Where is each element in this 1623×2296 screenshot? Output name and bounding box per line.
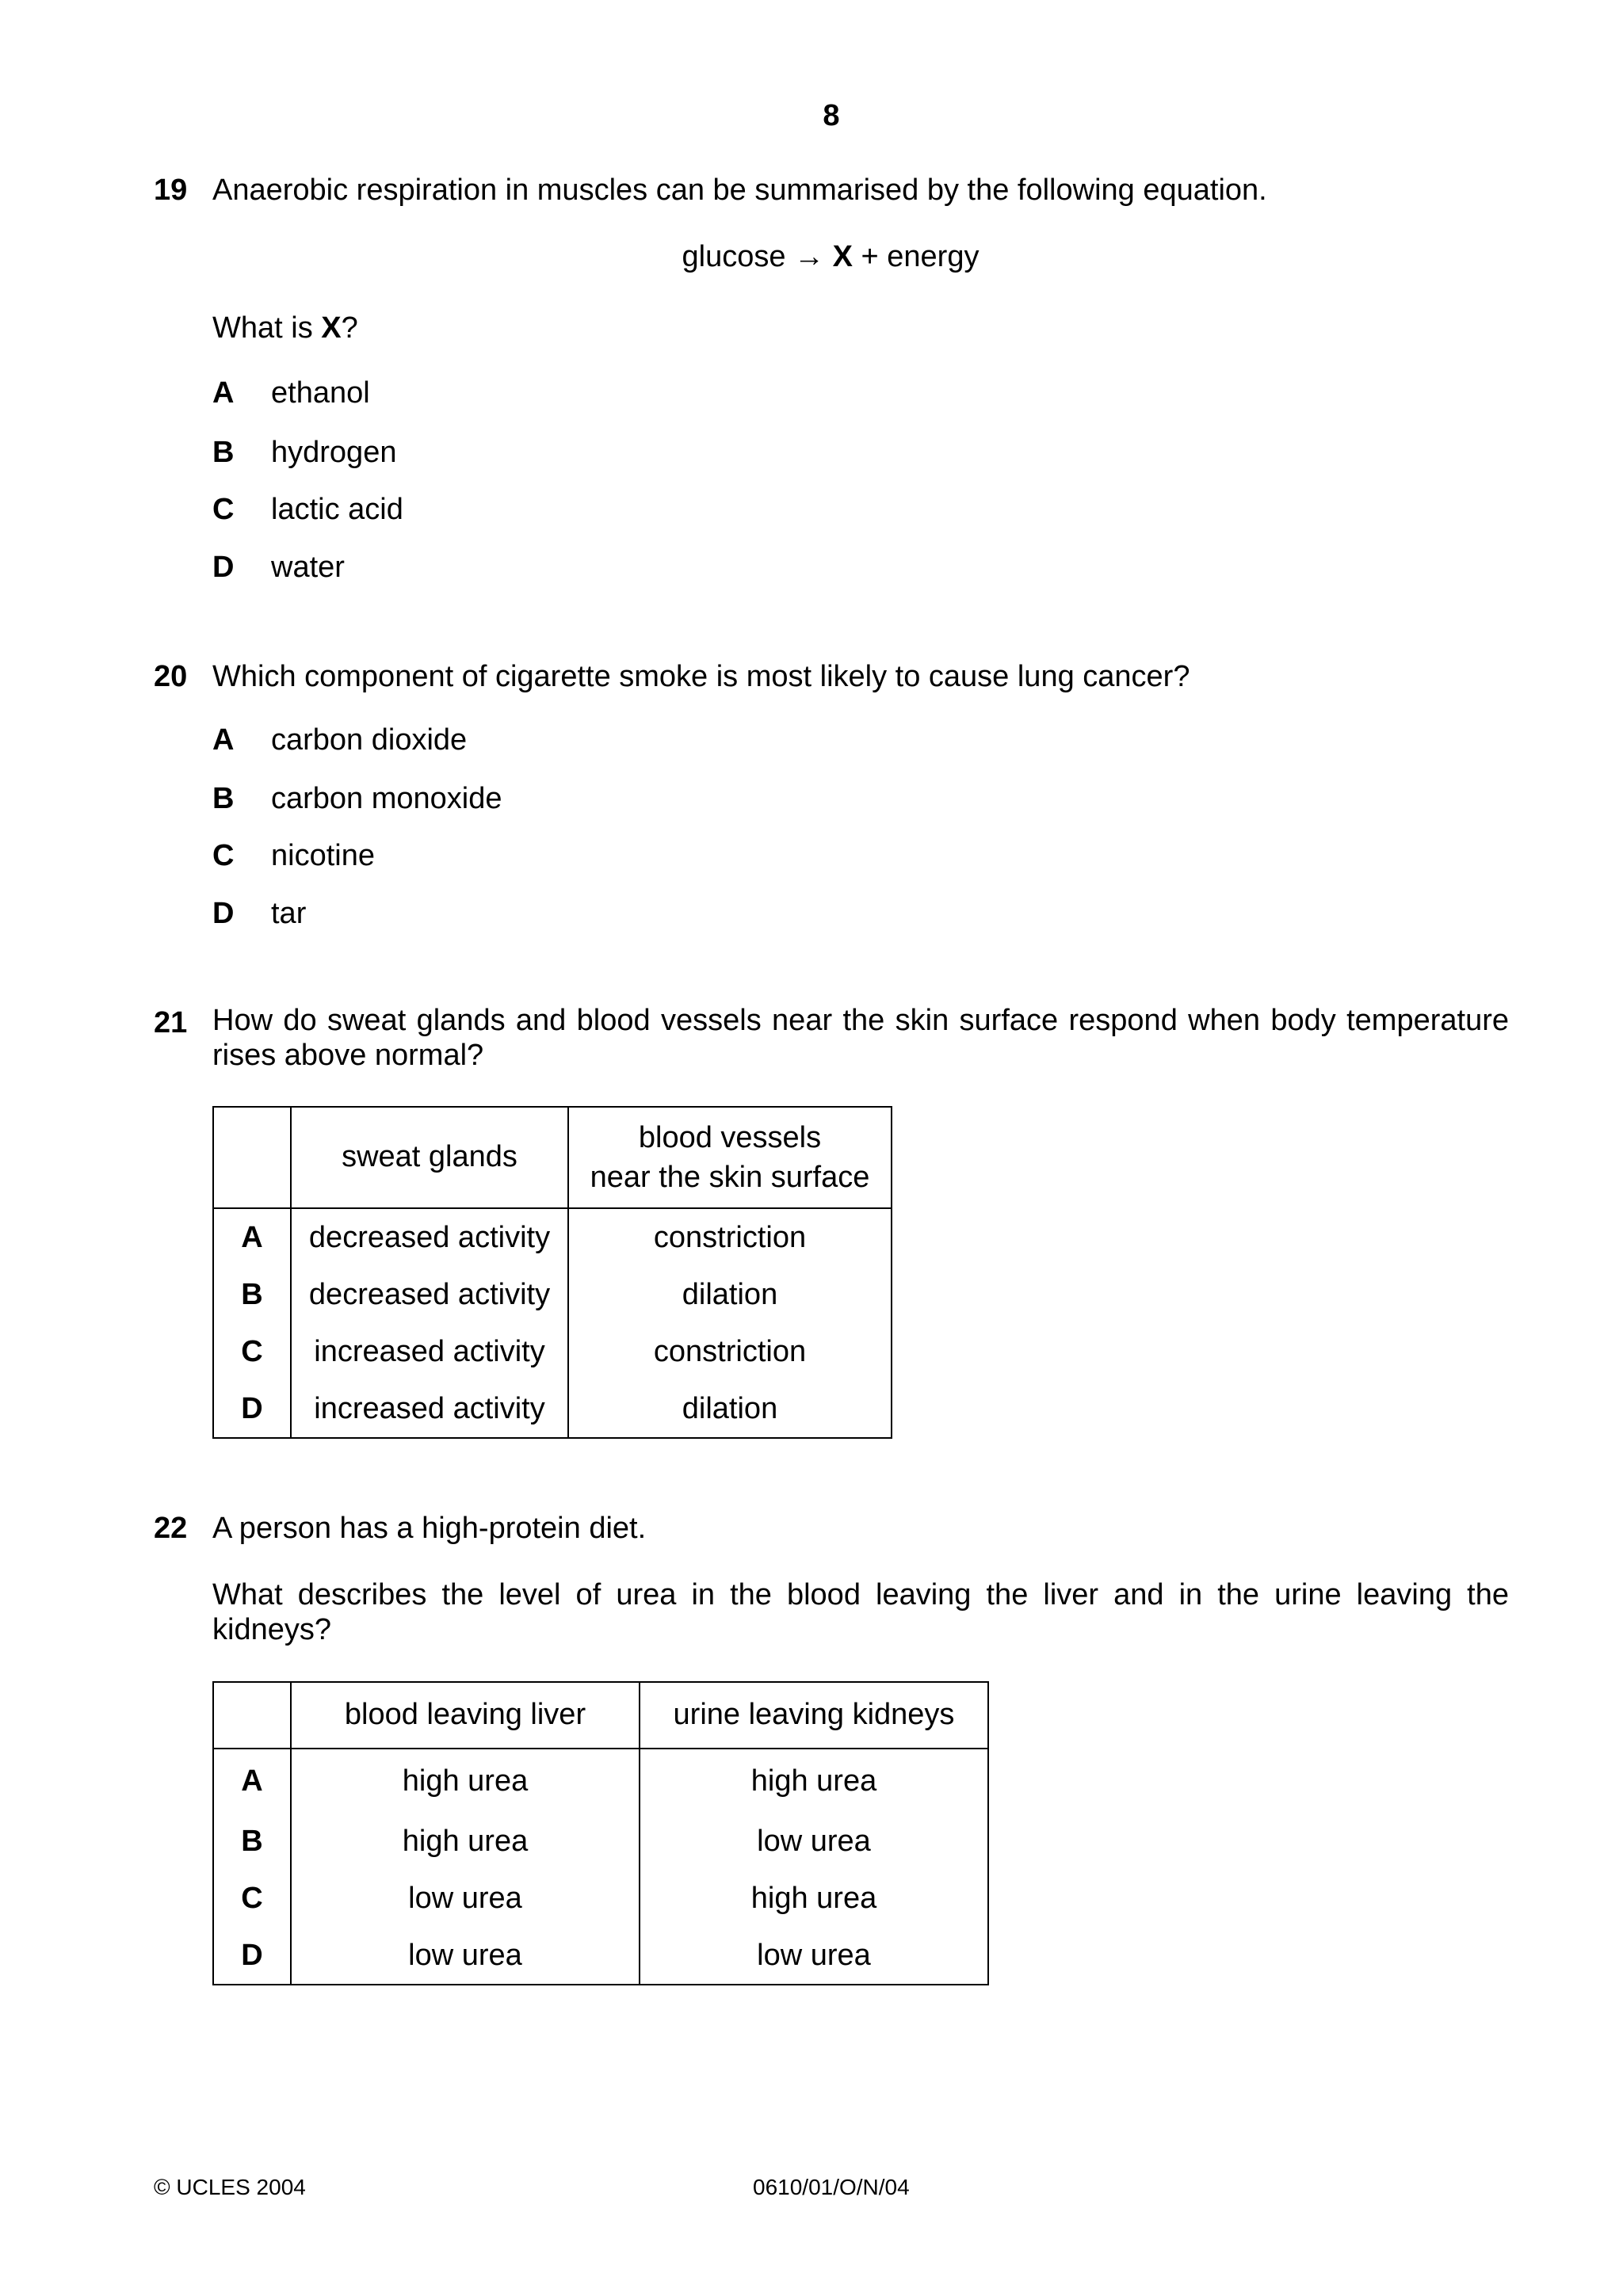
table-header-cell: sweat glands [291,1107,568,1208]
table-row [213,1324,892,1381]
table-cell: decreased activity [291,1267,568,1324]
question-number: 20 [154,660,188,693]
answer-table [212,1106,892,1439]
table-cell: high urea [291,1814,640,1871]
option-letter: D [212,897,235,930]
option-letter: A [212,723,235,757]
option-text: carbon dioxide [271,723,468,757]
question-number: 19 [154,174,188,207]
table-cell: A [213,1749,291,1814]
table-cell: high urea [640,1871,988,1928]
table-cell: increased activity [291,1381,568,1438]
table-cell: low urea [640,1814,988,1871]
option-letter: A [212,376,235,410]
option-text: hydrogen [271,436,397,469]
table-header-cell: blood leaving liver [291,1682,640,1749]
question-prompt: What is X? [212,311,358,345]
footer-copyright: © UCLES 2004 [154,2175,306,2199]
table-header-row [213,1107,892,1208]
question-prompt: What describes the level of urea in the blood leaving the liver and in the urine leaving the kidneys? [212,1578,1509,1646]
table-row [213,1871,988,1928]
table-cell: low urea [640,1928,988,1985]
equation-right: + energy [861,240,980,273]
question-text: Which component of cigarette smoke is most likely to cause lung cancer? [212,660,1190,693]
table-row [213,1208,892,1267]
table-cell: A [213,1208,291,1267]
table-header-cell: urine leaving kidneys [640,1682,988,1749]
answer-table [212,1681,989,1985]
table-cell: decreased activity [291,1208,568,1267]
option-letter: C [212,493,235,526]
table-row [213,1928,988,1985]
equation-left: glucose → [682,240,825,273]
table-cell: increased activity [291,1324,568,1381]
table-cell: constriction [568,1208,892,1267]
page-number: 8 [823,99,840,132]
option-letter: D [212,551,235,584]
table-cell: low urea [291,1928,640,1985]
table-row [213,1814,988,1871]
table-cell: dilation [568,1267,892,1324]
table-row [213,1267,892,1324]
option-text: tar [271,897,307,930]
table-cell: high urea [640,1749,988,1814]
option-text: carbon monoxide [271,782,502,815]
equation-variable: X [832,240,853,273]
table-header-cell: blood vessels near the skin surface [568,1107,892,1208]
table-row [213,1381,892,1438]
table-cell: B [213,1814,291,1871]
table-cell: dilation [568,1381,892,1438]
table-cell: D [213,1381,291,1438]
table-row [213,1749,988,1814]
option-letter: C [212,839,235,872]
table-header-row [213,1682,988,1749]
question-number: 22 [154,1512,188,1545]
table-cell: C [213,1324,291,1381]
question-text: How do sweat glands and blood vessels near the skin surface respond when body temperature rises above normal? [212,1004,1509,1072]
footer-paper-code: 0610/01/O/N/04 [753,2175,910,2199]
equation [0,239,1623,276]
table-cell: low urea [291,1871,640,1928]
question-number: 21 [154,1006,188,1039]
option-text: nicotine [271,839,375,872]
option-text: water [271,551,345,584]
table-cell: C [213,1871,291,1928]
option-letter: B [212,782,235,815]
question-text: Anaerobic respiration in muscles can be summarised by the following equation. [212,174,1267,207]
option-text: lactic acid [271,493,403,526]
option-text: ethanol [271,376,370,410]
table-cell: D [213,1928,291,1985]
table-cell: B [213,1267,291,1324]
question-text: A person has a high-protein diet. [212,1512,647,1545]
table-cell: high urea [291,1749,640,1814]
option-letter: B [212,436,235,469]
table-cell: constriction [568,1324,892,1381]
table-header-cell [213,1682,291,1749]
table-header-cell [213,1107,291,1208]
